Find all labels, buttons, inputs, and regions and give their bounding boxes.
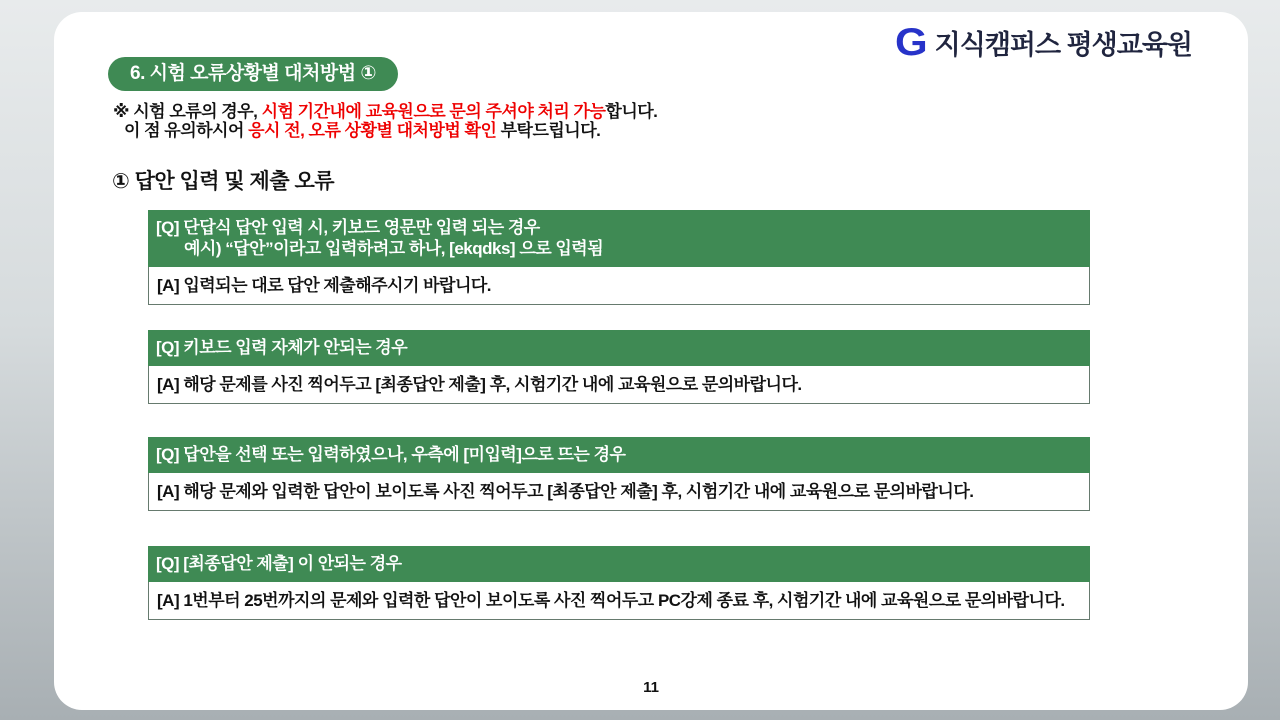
question-header <box>148 330 1090 366</box>
qa-box-1 <box>148 210 1090 305</box>
answer-body: [A] 해당 문제와 입력한 답안이 보이도록 사진 찍어두고 [최종답안 제출] 후, 시험기간 내에 교육원으로 문의바랍니다. <box>148 473 1090 511</box>
qa-box-2 <box>148 330 1090 404</box>
logo-text: 지식캠퍼스 평생교육원 <box>934 29 1192 60</box>
logo-g-icon: G <box>895 19 926 64</box>
qa-box-4 <box>148 546 1090 620</box>
question-line-1: [Q] 단답식 답안 입력 시, 키보드 영문만 입력 되는 경우 <box>156 218 540 237</box>
notice <box>113 102 657 140</box>
question-header <box>148 437 1090 473</box>
notice-line-2-highlight: 응시 전, 오류 상황별 대처방법 확인 <box>248 121 497 140</box>
question-line-1: [Q] 키보드 입력 자체가 안되는 경우 <box>156 338 408 357</box>
answer-body: [A] 해당 문제를 사진 찍어두고 [최종답안 제출] 후, 시험기간 내에 교육원으로 문의바랍니다. <box>148 366 1090 404</box>
answer-body: [A] 1번부터 25번까지의 문제와 입력한 답안이 보이도록 사진 찍어두고 PC강제 종료 후, 시험기간 내에 교육원으로 문의바랍니다. <box>148 582 1090 620</box>
title-badge: 6. 시험 오류상황별 대처방법 ① <box>108 57 398 91</box>
logo <box>895 20 1192 64</box>
section-heading: ① 답안 입력 및 제출 오류 <box>112 170 335 193</box>
answer-body: [A] 입력되는 대로 답안 제출해주시기 바랍니다. <box>148 267 1090 305</box>
notice-line-1-suffix: 합니다. <box>605 102 658 121</box>
question-header <box>148 546 1090 582</box>
question-line-1: [Q] [최종답안 제출] 이 안되는 경우 <box>156 554 402 573</box>
notice-line-1 <box>113 102 657 121</box>
notice-line-1-prefix: ※ 시험 오류의 경우, <box>113 102 262 121</box>
notice-line-1-highlight: 시험 기간내에 교육원으로 문의 주셔야 처리 가능 <box>261 102 606 121</box>
question-line-1: [Q] 답안을 선택 또는 입력하였으나, 우측에 [미입력]으로 뜨는 경우 <box>156 445 626 464</box>
question-line-2: 예시) “답안”이라고 입력하려고 하나, [ekqdks] 으로 입력됨 <box>184 239 604 258</box>
slide-card <box>54 12 1248 710</box>
notice-line-2-suffix: 부탁드립니다. <box>496 121 601 140</box>
page-number: 11 <box>643 679 659 696</box>
qa-box-3 <box>148 437 1090 511</box>
notice-line-2-prefix: 이 점 유의하시어 <box>124 121 249 140</box>
question-header <box>148 210 1090 267</box>
notice-line-2 <box>124 121 657 140</box>
